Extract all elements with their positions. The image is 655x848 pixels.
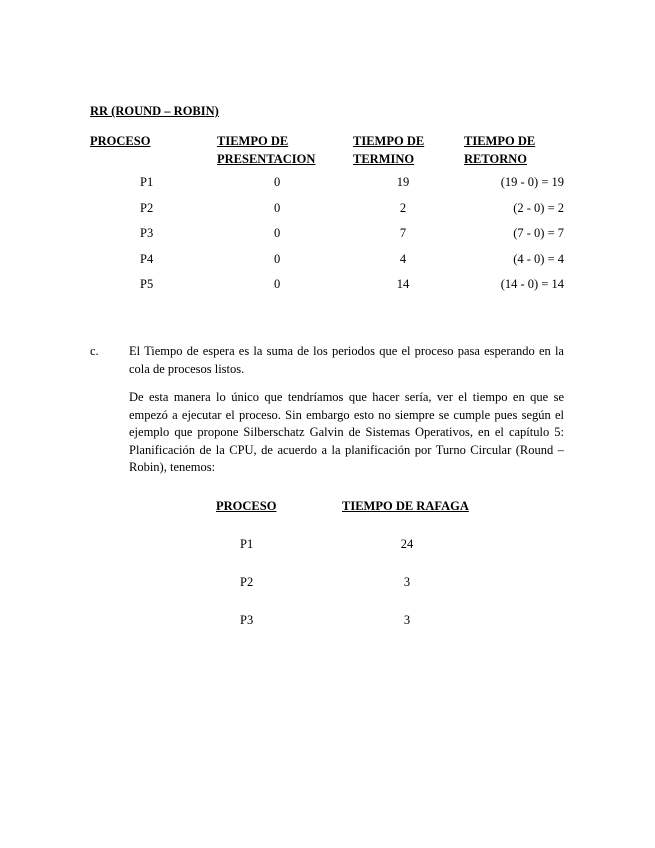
section-title: RR (ROUND – ROBIN) <box>90 104 219 118</box>
table1-header-retorno <box>464 132 535 168</box>
table1-cell-termino: 19 <box>396 175 410 189</box>
table2-cell-proceso: P1 <box>240 537 254 551</box>
table1-cell-presentacion: 0 <box>274 277 281 291</box>
table1-header-presentacion-line1: TIEMPO DE <box>217 134 289 148</box>
table1-header-retorno-line2: RETORNO <box>464 152 527 166</box>
table1-cell-retorno: (19 - 0) = 19 <box>500 175 564 189</box>
table1-cell-termino: 4 <box>399 252 407 266</box>
table1-cell-retorno: (14 - 0) = 14 <box>500 277 564 291</box>
table1-header-termino <box>353 132 424 168</box>
table1-cell-presentacion: 0 <box>274 201 281 215</box>
table1-cell-termino: 14 <box>396 277 410 291</box>
table1-cell-retorno: (4 - 0) = 4 <box>513 252 564 266</box>
table1-cell-proceso: P4 <box>140 252 154 266</box>
table1-header-termino-line2: TERMINO <box>353 152 415 166</box>
table1-cell-proceso: P1 <box>140 175 154 189</box>
table2-header-proceso: PROCESO <box>216 499 277 513</box>
table2-cell-rafaga: 3 <box>403 575 411 589</box>
table2-cell-proceso: P3 <box>240 613 254 627</box>
table1-cell-termino: 2 <box>399 201 407 215</box>
table1-cell-presentacion: 0 <box>274 252 281 266</box>
table1-cell-proceso: P5 <box>140 277 154 291</box>
table1-cell-retorno: (7 - 0) = 7 <box>513 226 564 240</box>
table1-header-termino-line1: TIEMPO DE <box>353 134 425 148</box>
table1-cell-termino: 7 <box>399 226 407 240</box>
table1-header-proceso: PROCESO <box>90 134 151 148</box>
table2-header-rafaga: TIEMPO DE RAFAGA <box>342 499 469 513</box>
table2-cell-rafaga: 24 <box>400 537 414 551</box>
table2-cell-rafaga: 3 <box>403 613 411 627</box>
table1-header-retorno-line1: TIEMPO DE <box>464 134 536 148</box>
table1-header-presentacion <box>217 132 315 168</box>
table1-header-presentacion-line2: PRESENTACION <box>217 152 316 166</box>
table1-cell-presentacion: 0 <box>274 175 281 189</box>
table1-cell-proceso: P3 <box>140 226 154 240</box>
list-marker-c: c. <box>90 344 99 358</box>
paragraph-waiting-time: El Tiempo de espera es la suma de los periodos que el proceso pasa esperando en la cola de procesos listos. <box>129 344 564 376</box>
table2-cell-proceso: P2 <box>240 575 254 589</box>
table1-cell-presentacion: 0 <box>274 226 281 240</box>
paragraph-example: De esta manera lo único que tendríamos que hacer sería, ver el tiempo en que se empezó a ejecutar el proceso. Sin embargo esto no siempre se cumple pues según el ejemplo que propone Silberschatz Galvin de Sistemas Operativos, en el capítulo 5: Planificación de la CPU, de acuerdo a la planificación por Turno Circular (Round – Robin), tenemos: <box>129 390 564 474</box>
table1-cell-proceso: P2 <box>140 201 154 215</box>
table1-cell-retorno: (2 - 0) = 2 <box>513 201 564 215</box>
